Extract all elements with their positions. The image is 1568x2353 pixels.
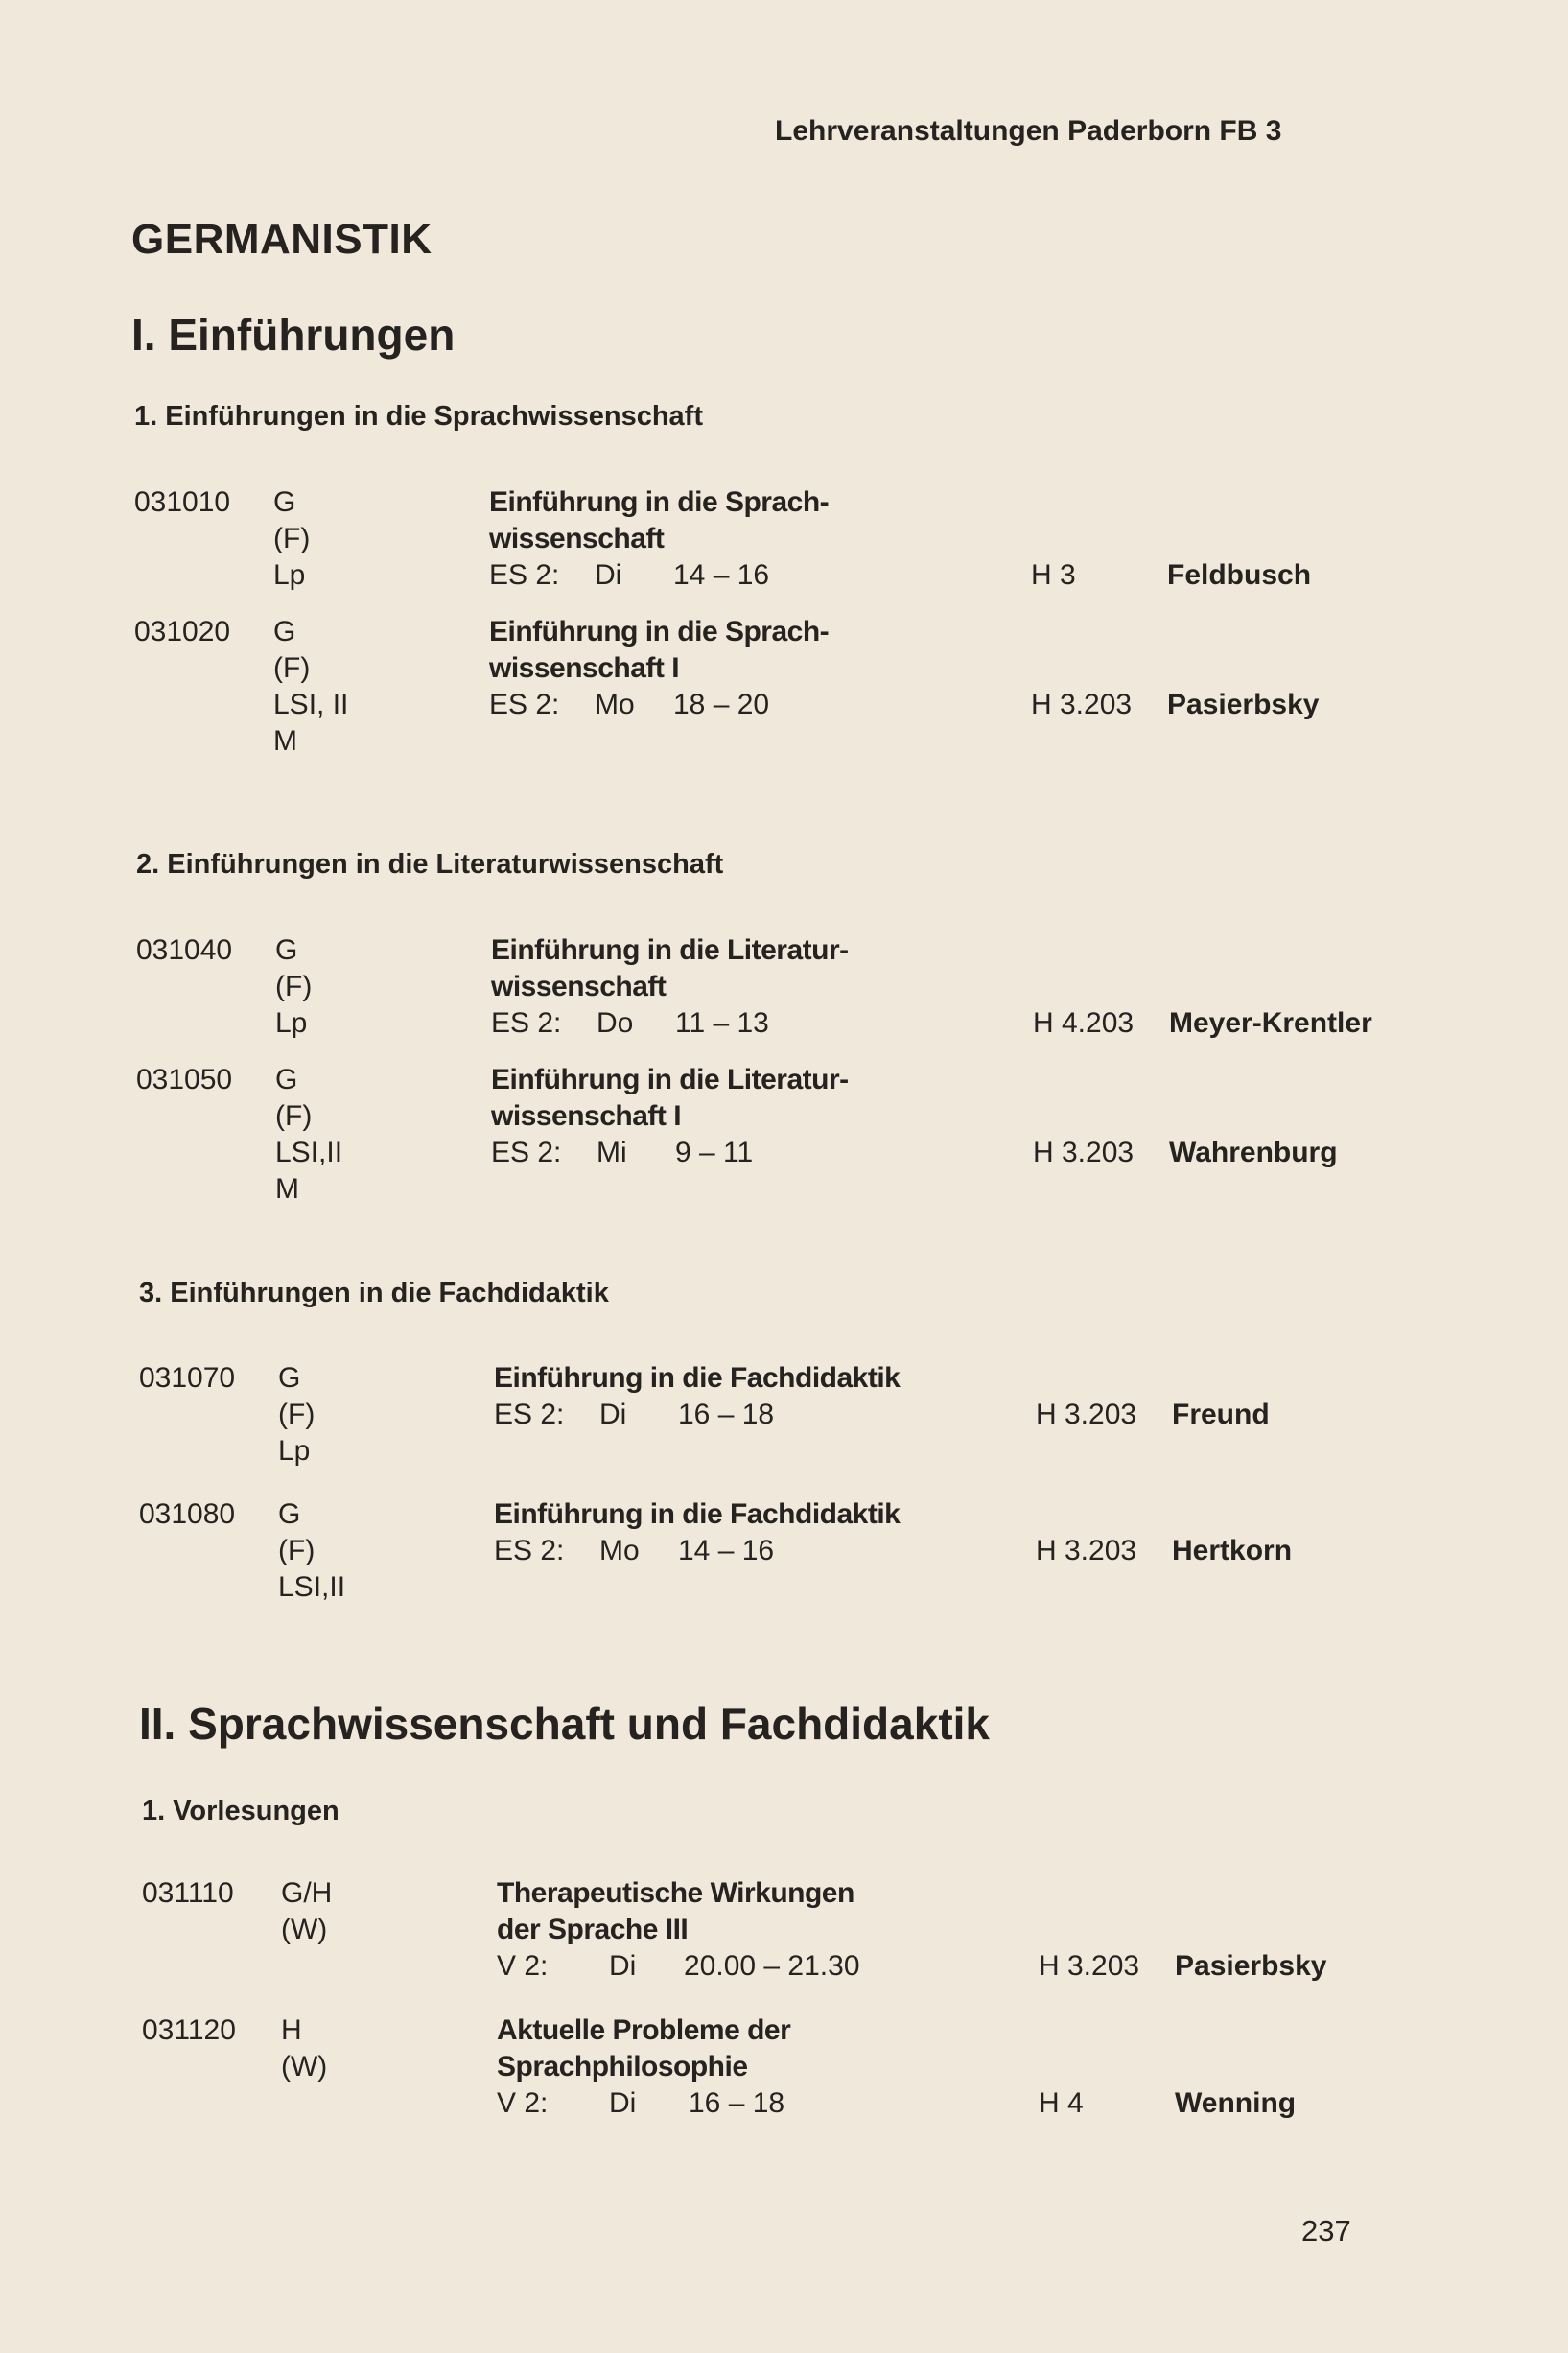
- course-time: 11 – 13: [675, 1007, 769, 1039]
- course-type: ES 2:: [494, 1535, 565, 1566]
- course-level: G: [278, 1362, 301, 1394]
- course-day: Di: [609, 2087, 637, 2119]
- course-number: 031020: [134, 616, 231, 647]
- course-lecturer: Pasierbsky: [1175, 1950, 1327, 1982]
- course-level: G/H: [281, 1877, 333, 1909]
- course-type: ES 2:: [494, 1399, 565, 1430]
- course-type: ES 2:: [489, 689, 560, 720]
- course-room: H 3.203: [1039, 1950, 1140, 1982]
- course-level: Lp: [273, 559, 306, 591]
- course-level: LSI,II: [275, 1137, 343, 1168]
- course-lecturer: Freund: [1172, 1399, 1270, 1430]
- course-level: (F): [275, 1100, 313, 1132]
- course-lecturer: Pasierbsky: [1167, 689, 1320, 720]
- course-level: (F): [278, 1535, 316, 1566]
- course-number: 031040: [136, 934, 233, 966]
- course-title: Einführung in die Sprach-: [489, 616, 830, 647]
- course-title: wissenschaft I: [489, 652, 680, 684]
- course-type: V 2:: [497, 1950, 549, 1982]
- course-entry: [139, 1496, 1568, 1606]
- subsection-heading: 1. Vorlesungen: [142, 1796, 339, 1826]
- subsection-heading: 2. Einführungen in die Literaturwissenschaft: [136, 849, 724, 880]
- course-entry: [142, 1875, 1568, 1985]
- course-day: Mo: [599, 1535, 640, 1566]
- course-title: wissenschaft I: [491, 1100, 682, 1132]
- course-lecturer: Feldbusch: [1167, 559, 1312, 591]
- course-room: H 4: [1039, 2087, 1084, 2119]
- course-time: 20.00 – 21.30: [684, 1950, 860, 1982]
- course-level: G: [275, 934, 298, 966]
- course-level: (W): [281, 2051, 328, 2082]
- course-level: G: [278, 1498, 301, 1530]
- course-level: G: [273, 486, 296, 518]
- course-level: M: [275, 1173, 299, 1205]
- course-type: ES 2:: [491, 1007, 562, 1039]
- course-title: Einführung in die Sprach-: [489, 486, 830, 518]
- course-level: (F): [273, 652, 311, 684]
- course-room: H 3.203: [1036, 1399, 1137, 1430]
- course-level: Lp: [278, 1435, 311, 1467]
- course-number: 031070: [139, 1362, 236, 1394]
- course-type: ES 2:: [489, 559, 560, 591]
- course-lecturer: Meyer-Krentler: [1169, 1007, 1372, 1039]
- course-title: Einführung in die Fachdidaktik: [494, 1362, 901, 1394]
- course-entry: [134, 614, 1568, 760]
- course-type: V 2:: [497, 2087, 549, 2119]
- course-time: 14 – 16: [673, 559, 770, 591]
- course-title: wissenschaft: [489, 523, 665, 554]
- course-room: H 3: [1031, 559, 1076, 591]
- course-room: H 3.203: [1033, 1137, 1135, 1168]
- course-level: G: [273, 616, 296, 647]
- course-title: der Sprache III: [497, 1914, 689, 1945]
- part-heading-2: II. Sprachwissenschaft und Fachdidaktik: [139, 1699, 991, 1749]
- course-level: Lp: [275, 1007, 308, 1039]
- course-title: Einführung in die Literatur-: [491, 1064, 849, 1095]
- course-day: Di: [595, 559, 622, 591]
- course-level: LSI,II: [278, 1571, 346, 1603]
- subject-heading: GERMANISTIK: [131, 216, 433, 263]
- course-day: Mi: [597, 1137, 627, 1168]
- course-number: 031120: [142, 2014, 236, 2046]
- course-time: 16 – 18: [678, 1399, 775, 1430]
- course-lecturer: Hertkorn: [1172, 1535, 1293, 1566]
- course-time: 18 – 20: [673, 689, 770, 720]
- course-title: Therapeutische Wirkungen: [497, 1877, 854, 1909]
- page-number: 237: [1301, 2214, 1351, 2247]
- course-time: 9 – 11: [675, 1137, 754, 1168]
- course-room: H 4.203: [1033, 1007, 1135, 1039]
- subsection-heading: 1. Einführungen in die Sprachwissenschaft: [134, 401, 703, 432]
- course-number: 031010: [134, 486, 231, 518]
- course-level: M: [273, 725, 297, 757]
- running-header: Lehrveranstaltungen Paderborn FB 3: [775, 115, 1282, 147]
- course-title: Sprachphilosophie: [497, 2051, 748, 2082]
- course-title: Aktuelle Probleme der: [497, 2014, 791, 2046]
- course-lecturer: Wenning: [1175, 2087, 1297, 2119]
- course-entry: [136, 1062, 1568, 1208]
- course-day: Di: [609, 1950, 637, 1982]
- course-level: (F): [278, 1399, 316, 1430]
- course-entry: [136, 932, 1568, 1042]
- course-level: (F): [273, 523, 311, 554]
- course-day: Do: [597, 1007, 634, 1039]
- course-time: 16 – 18: [689, 2087, 785, 2119]
- course-time: 14 – 16: [678, 1535, 775, 1566]
- course-entry: [134, 484, 1568, 594]
- course-type: ES 2:: [491, 1137, 562, 1168]
- course-entry: [142, 2012, 1568, 2122]
- course-level: LSI, II: [273, 689, 349, 720]
- course-day: Di: [599, 1399, 627, 1430]
- course-level: (W): [281, 1914, 328, 1945]
- course-title: Einführung in die Fachdidaktik: [494, 1498, 901, 1530]
- course-day: Mo: [595, 689, 635, 720]
- course-number: 031110: [142, 1877, 234, 1909]
- subsection-heading: 3. Einführungen in die Fachdidaktik: [139, 1278, 609, 1308]
- part-heading-1: I. Einführungen: [131, 310, 456, 360]
- course-entry: [139, 1360, 1568, 1470]
- course-title: Einführung in die Literatur-: [491, 934, 849, 966]
- course-room: H 3.203: [1031, 689, 1133, 720]
- course-room: H 3.203: [1036, 1535, 1137, 1566]
- course-level: H: [281, 2014, 302, 2046]
- course-lecturer: Wahrenburg: [1169, 1137, 1338, 1168]
- course-level: (F): [275, 971, 313, 1002]
- course-number: 031080: [139, 1498, 236, 1530]
- course-number: 031050: [136, 1064, 233, 1095]
- course-level: G: [275, 1064, 298, 1095]
- course-title: wissenschaft: [491, 971, 667, 1002]
